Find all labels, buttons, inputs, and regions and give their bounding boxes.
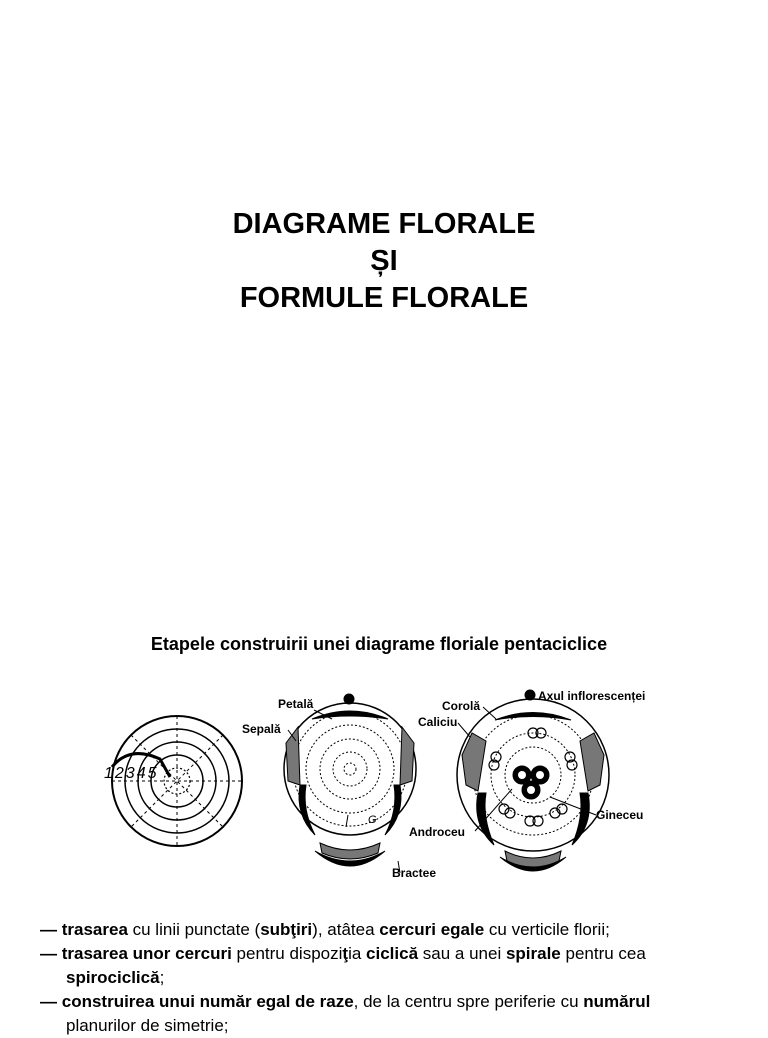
title-line-3: FORMULE FLORALE <box>239 282 529 314</box>
text-line-5: planurilor de simetrie; <box>66 1016 229 1035</box>
label-corola: Corolă <box>442 699 481 713</box>
label-sepala: Sepală <box>242 722 281 736</box>
label-g1: G <box>368 814 377 826</box>
figure-caption: Etapele construirii unei diagrame floriale pentaciclice <box>150 634 608 654</box>
title-line-2: ȘI <box>370 245 398 277</box>
label-bractee: Bractee <box>392 866 437 880</box>
label-caliciu: Caliciu <box>418 715 458 729</box>
label-androceu: Androceu <box>409 825 466 839</box>
label-axul-inflorescentei: Axul inflorescenței <box>538 689 646 703</box>
diagram-step-3 <box>457 690 609 871</box>
label-gineceu: Gineceu <box>596 808 644 822</box>
diagram-step-2 <box>284 694 416 866</box>
text-line-2: — trasarea unor cercuri pentru dispoziţia ciclică sau a unei spirale pentru cea <box>40 944 646 963</box>
floral-diagram-figure <box>100 685 680 885</box>
text-line-1: — trasarea cu linii punctate (subţiri), atâtea cercuri egale cu verticile florii; <box>40 920 610 939</box>
label-petala: Petală <box>278 697 314 711</box>
floral-diagram-drawing <box>100 685 680 885</box>
page-title <box>0 206 768 317</box>
title-line-1: DIAGRAME FLORALE <box>232 208 536 240</box>
text-line-3: spirociclică; <box>66 968 165 987</box>
body-text <box>40 918 760 1038</box>
circle-numbers-label: 12345 <box>104 765 159 782</box>
text-line-4: — construirea unui număr egal de raze, de la centru spre periferie cu numărul <box>40 992 651 1011</box>
